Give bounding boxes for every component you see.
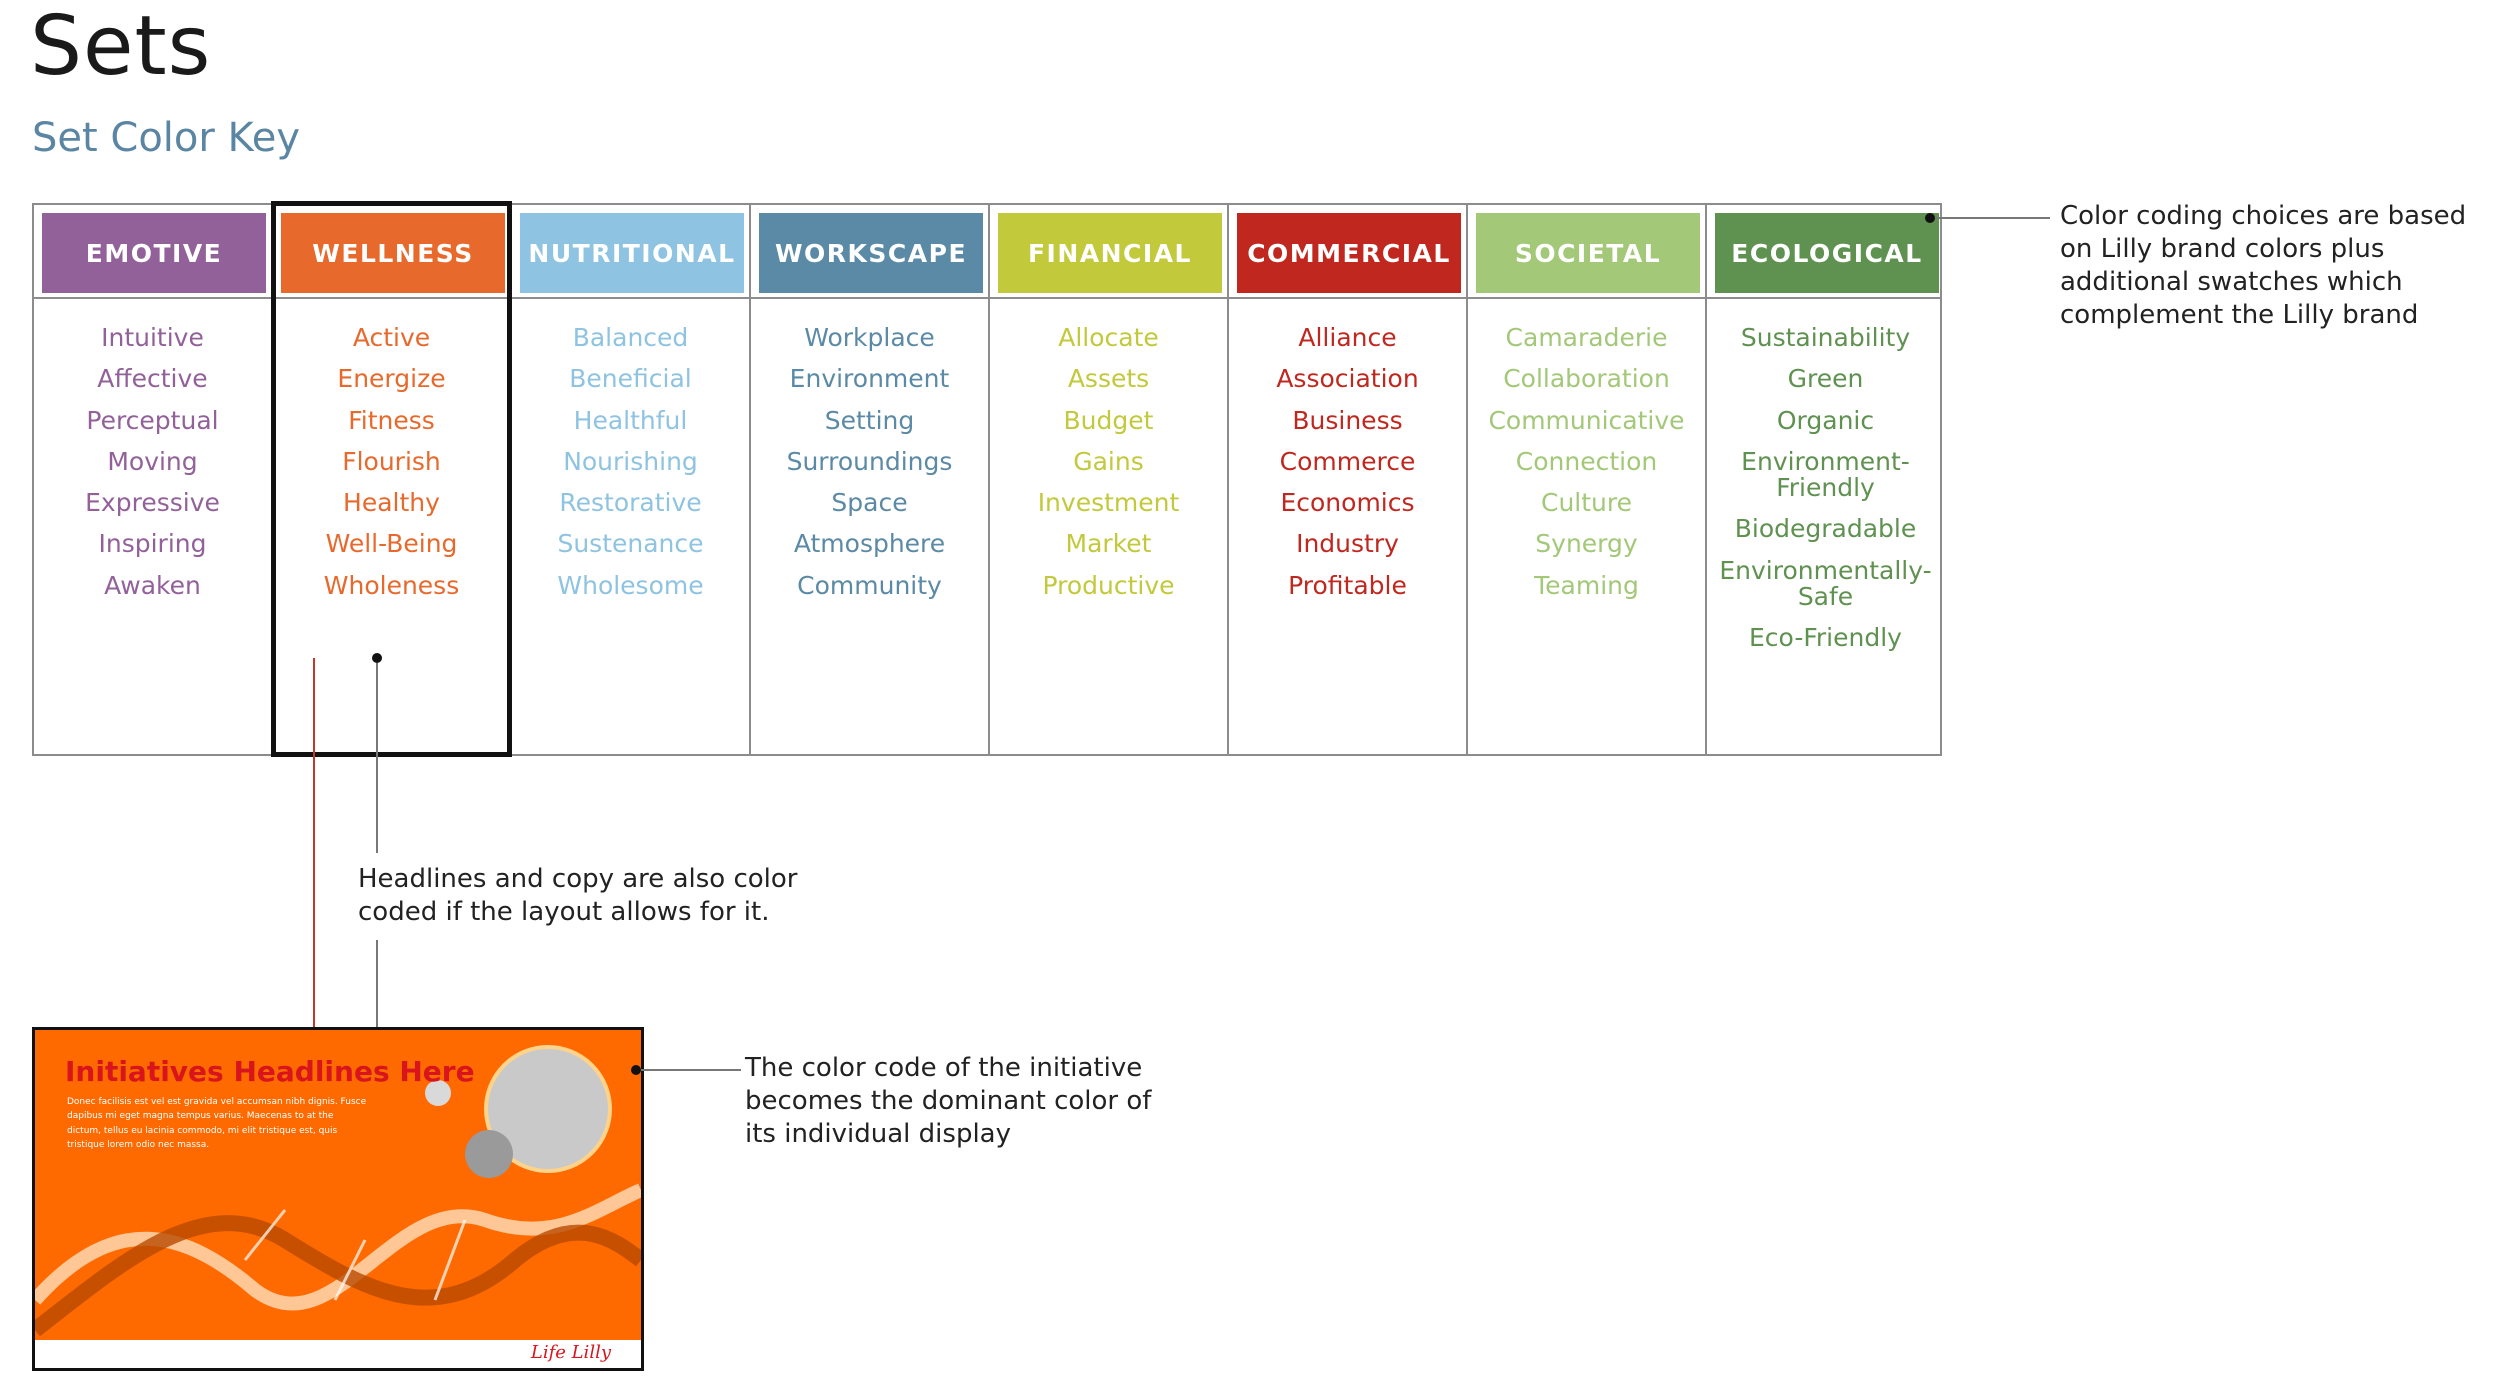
page-subtitle: Set Color Key bbox=[32, 115, 301, 161]
set-word: Alliance bbox=[1298, 323, 1397, 352]
set-word: Intuitive bbox=[101, 323, 204, 352]
display-note: The color code of the initiative becomes the dominant color of its individual display bbox=[745, 1053, 1152, 1150]
set-word: Healthy bbox=[343, 488, 440, 517]
page-title: Sets bbox=[30, 0, 212, 94]
set-word: Culture bbox=[1540, 488, 1632, 517]
set-word: Green bbox=[1787, 364, 1864, 394]
set-chip-wellness: WELLNESS bbox=[281, 213, 505, 293]
set-word: Wholeness bbox=[323, 570, 460, 600]
set-word: Community bbox=[797, 570, 942, 600]
lilly-logo: Life Lilly bbox=[530, 1342, 611, 1363]
set-word: Gains bbox=[1073, 446, 1144, 476]
set-word: Synergy bbox=[1535, 529, 1638, 559]
set-word-list bbox=[990, 325, 1227, 614]
set-word: Connection bbox=[1515, 446, 1658, 476]
set-word: Healthful bbox=[573, 405, 688, 435]
set-word: Perceptual bbox=[86, 405, 219, 435]
set-column-nutritional bbox=[512, 205, 749, 754]
set-word: Fitness bbox=[348, 405, 435, 435]
set-column-commercial bbox=[1229, 205, 1466, 754]
set-column-financial bbox=[990, 205, 1227, 754]
set-chip-financial: FINANCIAL bbox=[998, 213, 1222, 293]
set-word: Workplace bbox=[804, 323, 935, 352]
set-word: Budget bbox=[1063, 405, 1154, 435]
brand-note-dot bbox=[1925, 213, 1935, 223]
set-word: Biodegradable bbox=[1734, 514, 1917, 544]
display-body-copy: Donec facilisis est vel est gravida vel accumsan nibh dignis. Fusce dapibus mi eget magna tempus varius. Maecenas to at the dictum, tellus eu lacinia commodo, mi elit tristique est, quis tristique lorem odio nec massa. bbox=[67, 1097, 367, 1151]
set-word: Investment bbox=[1037, 488, 1180, 517]
set-word: Surroundings bbox=[786, 446, 953, 476]
set-word: Allocate bbox=[1058, 323, 1159, 352]
set-word: Industry bbox=[1296, 529, 1399, 559]
set-word-list bbox=[34, 325, 271, 614]
set-word: Eco-Friendly bbox=[1749, 623, 1902, 652]
example-display bbox=[32, 1027, 644, 1371]
set-chip-commercial: COMMERCIAL bbox=[1237, 213, 1461, 293]
set-word: Association bbox=[1276, 364, 1419, 394]
set-word: Communicative bbox=[1488, 405, 1685, 435]
set-word-list bbox=[1468, 325, 1705, 614]
set-word: Inspiring bbox=[98, 529, 207, 559]
set-word: Moving bbox=[107, 446, 198, 476]
display-note-leader bbox=[641, 1069, 741, 1071]
set-word: Market bbox=[1065, 529, 1152, 559]
dna-helix-graphic bbox=[35, 1150, 641, 1340]
brand-note-leader bbox=[1935, 217, 2050, 219]
set-word: Atmosphere bbox=[793, 529, 946, 559]
set-column-workscape bbox=[751, 205, 988, 754]
set-word: Assets bbox=[1067, 364, 1150, 394]
set-word: Organic bbox=[1776, 405, 1875, 435]
set-chip-ecological: ECOLOGICAL bbox=[1715, 213, 1939, 293]
set-column-emotive bbox=[34, 205, 271, 754]
red-arrow-line bbox=[313, 658, 315, 1064]
set-word: Beneficial bbox=[569, 364, 692, 394]
set-word: Teaming bbox=[1534, 570, 1639, 600]
set-word: Expressive bbox=[85, 488, 220, 517]
set-word: Energize bbox=[337, 364, 446, 394]
set-word: Environment bbox=[789, 364, 950, 394]
set-word: Sustainability bbox=[1740, 323, 1911, 352]
set-word: Camaraderie bbox=[1505, 323, 1668, 352]
headlines-note: Headlines and copy are also color coded if the layout allows for it. bbox=[358, 864, 798, 928]
wellness-highlight-frame bbox=[271, 201, 512, 757]
set-word: Space bbox=[831, 488, 908, 517]
set-column-ecological bbox=[1707, 205, 1944, 754]
set-word-list bbox=[512, 325, 749, 614]
display-note-dot bbox=[631, 1065, 641, 1075]
headlines-note-leader bbox=[376, 663, 378, 853]
set-word: Economics bbox=[1280, 488, 1415, 517]
set-word: Productive bbox=[1042, 570, 1175, 600]
set-word: Affective bbox=[97, 364, 208, 394]
set-word: Well-Being bbox=[325, 529, 458, 559]
set-word: Environmentally-Safe bbox=[1719, 555, 1932, 611]
display-headline: Initiatives Headlines Here bbox=[65, 1055, 475, 1088]
set-word: Nourishing bbox=[563, 446, 698, 476]
set-word-list bbox=[751, 325, 988, 614]
set-chip-workscape: WORKSCAPE bbox=[759, 213, 983, 293]
set-word: Business bbox=[1292, 405, 1403, 435]
set-column-societal bbox=[1468, 205, 1705, 754]
set-word: Balanced bbox=[572, 323, 689, 352]
set-word-list bbox=[1229, 325, 1466, 614]
set-word: Active bbox=[352, 323, 431, 352]
set-word: Environment-Friendly bbox=[1741, 446, 1910, 502]
set-chip-societal: SOCIETAL bbox=[1476, 213, 1700, 293]
brand-note: Color coding choices are based on Lilly brand colors plus additional swatches which complement the Lilly brand bbox=[2060, 201, 2467, 331]
headlines-note-dot bbox=[372, 653, 382, 663]
set-word-list bbox=[1707, 325, 1944, 666]
set-word: Setting bbox=[824, 405, 915, 435]
set-word: Wholesome bbox=[557, 570, 704, 600]
set-word: Commerce bbox=[1279, 446, 1416, 476]
set-chip-emotive: EMOTIVE bbox=[42, 213, 266, 293]
photo-circle-small bbox=[465, 1130, 513, 1178]
set-word: Profitable bbox=[1288, 570, 1407, 600]
set-word: Collaboration bbox=[1503, 364, 1670, 394]
set-word: Restorative bbox=[559, 488, 702, 517]
set-word: Sustenance bbox=[557, 529, 704, 559]
set-word: Flourish bbox=[342, 446, 441, 476]
set-chip-nutritional: NUTRITIONAL bbox=[520, 213, 744, 293]
set-word: Awaken bbox=[104, 570, 201, 600]
